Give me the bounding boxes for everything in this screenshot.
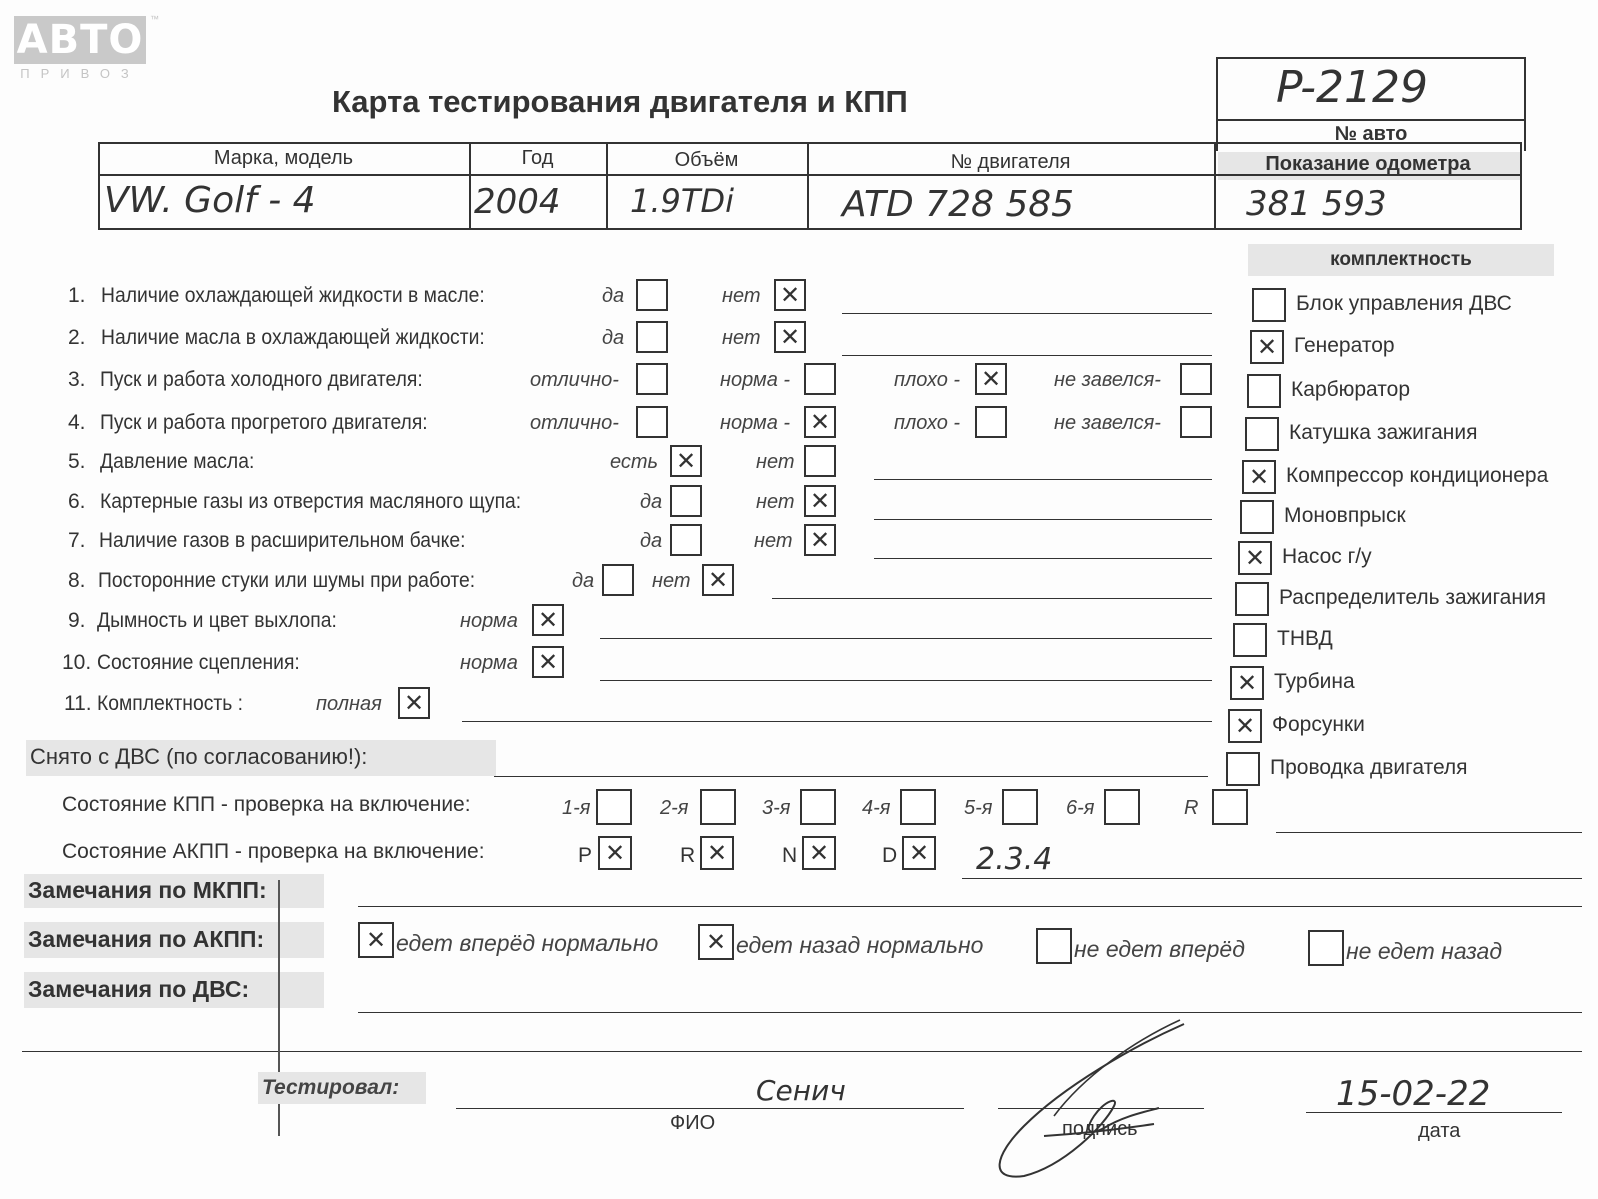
option-label: отлично- [530, 369, 619, 391]
answer-line [600, 680, 1212, 681]
checkmark-icon: ✕ [808, 839, 830, 867]
kpp-gear-checkbox[interactable] [800, 789, 836, 825]
option-label: да [602, 327, 625, 349]
car-number-label: № авто [1334, 123, 1408, 145]
akpp-gear-label: N [782, 844, 798, 867]
komplekt-item-label: Карбюратор [1291, 378, 1411, 401]
komplekt-checkbox[interactable] [1245, 417, 1279, 451]
option-label: плохо - [894, 369, 961, 391]
check-number: 2. [68, 326, 86, 349]
akpp-option-label: не едет назад [1346, 938, 1503, 964]
option-label: есть [610, 451, 659, 473]
answer-line [874, 479, 1212, 480]
sign-label: подпись [1062, 1118, 1138, 1140]
akpp-option-checkbox[interactable] [358, 922, 394, 958]
checkmark-icon: ✕ [1244, 544, 1266, 572]
kpp-label: Состояние КПП - проверка на включение: [62, 793, 471, 816]
option-label: полная [316, 693, 382, 715]
komplekt-item-label: Катушка зажигания [1289, 421, 1478, 444]
checkmark-icon: ✕ [537, 648, 559, 676]
answer-line [842, 313, 1212, 314]
check-3-otlichno-checkbox[interactable] [636, 363, 668, 395]
remarks-dvs-label: Замечания по ДВС: [28, 976, 250, 1002]
volume-value: 1.9TDi [630, 182, 734, 220]
odometer-header: Показание одометра [1265, 153, 1471, 175]
signature [984, 1016, 1204, 1186]
akpp-gear-checkbox[interactable] [802, 836, 836, 870]
option-label: отлично- [530, 412, 619, 434]
komplekt-item-label: Распределитель зажигания [1279, 586, 1547, 609]
option-label: не завелся- [1054, 369, 1161, 391]
check-4-norma_dash-checkbox[interactable] [804, 406, 836, 438]
car-number-value: P-2129 [1276, 62, 1428, 113]
komplekt-checkbox[interactable] [1240, 500, 1274, 534]
check-number: 8. [68, 569, 86, 592]
option-label: да [572, 570, 595, 592]
remarks-line-2 [22, 1051, 1582, 1052]
option-label: норма - [720, 369, 791, 391]
akpp-gear-label: P [578, 844, 593, 867]
check-3-norma_dash-checkbox[interactable] [804, 363, 836, 395]
check-1-net-checkbox[interactable] [774, 279, 806, 311]
komplekt-checkbox[interactable] [1247, 374, 1281, 408]
komplekt-checkbox[interactable] [1226, 752, 1260, 786]
akpp-option-label: едет вперёд нормально [396, 930, 659, 956]
check-text: Пуск и работа прогретого двигателя: [100, 411, 428, 434]
akpp-gear-label: R [680, 844, 696, 867]
checkmark-icon: ✕ [1248, 463, 1270, 491]
check-text: Комплектность : [97, 692, 244, 715]
option-label: плохо - [894, 412, 961, 434]
sign-line [998, 1108, 1204, 1109]
date-label: дата [1418, 1120, 1461, 1142]
kpp-gear-checkbox[interactable] [596, 789, 632, 825]
brand-header: Марка, модель [213, 147, 354, 169]
checkmark-icon: ✕ [1236, 669, 1258, 697]
logo: АВТО [14, 16, 146, 64]
check-10-norma-checkbox[interactable] [532, 646, 564, 678]
check-text: Дымность и цвет выхлопа: [97, 609, 337, 632]
kpp-gear-checkbox[interactable] [1002, 789, 1038, 825]
answer-line [874, 558, 1212, 559]
komplekt-checkbox[interactable] [1233, 623, 1267, 657]
kpp-gear-label: 4-я [862, 797, 891, 819]
check-3-ploho-checkbox[interactable] [975, 363, 1007, 395]
document-title: Карта тестирования двигателя и КПП [332, 84, 908, 119]
remarks-dvs-line [358, 1012, 1582, 1013]
check-text: Посторонние стуки или шумы при работе: [98, 569, 476, 592]
kpp-gear-checkbox[interactable] [700, 789, 736, 825]
kpp-gear-label: R [1184, 797, 1199, 819]
komplekt-item-label: Моновпрыск [1284, 504, 1406, 527]
year-value: 2004 [474, 182, 561, 222]
akpp-label: Состояние АКПП - проверка на включение: [62, 840, 485, 863]
check-8-da-checkbox[interactable] [602, 564, 634, 596]
engine-value: ATD 728 585 [842, 184, 1075, 225]
check-6-net-checkbox[interactable] [804, 485, 836, 517]
checkmark-icon: ✕ [403, 689, 425, 717]
answer-line [874, 519, 1212, 520]
checkmark-icon: ✕ [779, 281, 801, 309]
check-4-ne_zavelsya-checkbox[interactable] [1180, 406, 1212, 438]
akpp-gear-checkbox[interactable] [700, 836, 734, 870]
komplekt-item-label: Блок управления ДВС [1296, 292, 1512, 315]
check-5-est-checkbox[interactable] [670, 445, 702, 477]
checkmark-icon: ✕ [809, 408, 831, 436]
name-value: Сенич [756, 1074, 846, 1107]
check-text: Давление масла: [100, 450, 255, 473]
option-label: да [602, 285, 625, 307]
checkmark-icon: ✕ [908, 839, 930, 867]
checkmark-icon: ✕ [705, 928, 727, 956]
kpp-gear-checkbox[interactable] [900, 789, 936, 825]
check-number: 9. [68, 609, 86, 632]
checkmark-icon: ✕ [1234, 712, 1256, 740]
check-text: Состояние сцепления: [97, 651, 300, 674]
option-label: да [640, 530, 663, 552]
remarks-akpp-label: Замечания по АКПП: [28, 926, 265, 952]
komplekt-title: комплектность [1330, 249, 1472, 270]
check-4-ploho-checkbox[interactable] [975, 406, 1007, 438]
option-label: нет [756, 491, 795, 513]
checkmark-icon: ✕ [1256, 333, 1278, 361]
komplekt-item-label: Турбина [1274, 670, 1355, 693]
date-line [1306, 1112, 1562, 1113]
checkmark-icon: ✕ [675, 447, 697, 475]
check-7-da-checkbox[interactable] [670, 524, 702, 556]
odometer-value: 381 593 [1246, 184, 1387, 224]
komplekt-item-label: ТНВД [1277, 627, 1333, 650]
name-line [456, 1108, 964, 1109]
komplekt-checkbox[interactable] [1230, 666, 1264, 700]
komplekt-item-label: Генератор [1294, 334, 1395, 357]
check-number: 11. [64, 692, 92, 715]
check-8-net-checkbox[interactable] [702, 564, 734, 596]
option-label: нет [652, 570, 691, 592]
kpp-gear-checkbox[interactable] [1212, 789, 1248, 825]
komplekt-checkbox[interactable] [1228, 709, 1262, 743]
removed-label: Снято с ДВС (по согласованию!): [30, 744, 368, 769]
option-label: нет [756, 451, 795, 473]
komplekt-checkbox[interactable] [1252, 288, 1286, 322]
option-label: норма - [720, 412, 791, 434]
answer-line [462, 721, 1212, 722]
komplekt-item-label: Форсунки [1272, 713, 1365, 736]
kpp-line [1276, 832, 1582, 833]
komplekt-item-label: Насос г/у [1282, 545, 1372, 568]
check-11-polnaya-checkbox[interactable] [398, 687, 430, 719]
komplekt-checkbox[interactable] [1242, 460, 1276, 494]
answer-line [600, 638, 1212, 639]
check-number: 7. [68, 529, 86, 552]
volume-header: Объём [674, 149, 739, 171]
check-number: 3. [68, 368, 86, 391]
remarks-mkpp-line [358, 906, 1582, 907]
year-header: Год [521, 147, 554, 169]
checkmark-icon: ✕ [809, 526, 831, 554]
komplekt-checkbox[interactable] [1238, 541, 1272, 575]
check-7-net-checkbox[interactable] [804, 524, 836, 556]
akpp-option-label: не едет вперёд [1074, 936, 1245, 962]
akpp-line [962, 878, 1582, 879]
option-label: нет [754, 530, 793, 552]
check-3-ne_zavelsya-checkbox[interactable] [1180, 363, 1212, 395]
akpp-gear-checkbox[interactable] [598, 836, 632, 870]
akpp-gear-label: D [882, 844, 898, 867]
brand-value: VW. Golf - 4 [104, 180, 316, 221]
check-9-norma-checkbox[interactable] [532, 604, 564, 636]
checkmark-icon: ✕ [604, 839, 626, 867]
remarks-mkpp-label: Замечания по МКПП: [28, 877, 267, 903]
option-label: норма [460, 610, 518, 632]
komplekt-item-label: Проводка двигателя [1270, 756, 1468, 779]
akpp-note: 2.3.4 [976, 842, 1053, 877]
check-number: 6. [68, 490, 86, 513]
option-label: да [640, 491, 663, 513]
checkmark-icon: ✕ [707, 566, 729, 594]
trademark: ™ [150, 14, 159, 24]
akpp-option-label: едет назад нормально [736, 932, 984, 958]
komplekt-checkbox[interactable] [1235, 582, 1269, 616]
check-4-otlichno-checkbox[interactable] [636, 406, 668, 438]
checkmark-icon: ✕ [365, 926, 387, 954]
answer-line [842, 355, 1212, 356]
komplekt-checkbox[interactable] [1250, 330, 1284, 364]
akpp-option-checkbox[interactable] [698, 924, 734, 960]
kpp-gear-label: 3-я [762, 797, 791, 819]
kpp-gear-label: 6-я [1066, 797, 1095, 819]
check-1-da-checkbox[interactable] [636, 279, 668, 311]
checkmark-icon: ✕ [809, 487, 831, 515]
check-text: Картерные газы из отверстия масляного щупа: [100, 490, 522, 513]
logo-subtitle: ПРИВОЗ [20, 66, 140, 81]
option-label: нет [722, 327, 761, 349]
check-2-da-checkbox[interactable] [636, 321, 668, 353]
option-label: не завелся- [1054, 412, 1161, 434]
option-label: норма [460, 652, 518, 674]
option-label: нет [722, 285, 761, 307]
checkmark-icon: ✕ [537, 606, 559, 634]
checkmark-icon: ✕ [779, 323, 801, 351]
answer-line [772, 598, 1212, 599]
akpp-gear-checkbox[interactable] [902, 836, 936, 870]
check-text: Наличие охлаждающей жидкости в масле: [101, 284, 485, 307]
date-value: 15-02-22 [1336, 1074, 1491, 1114]
kpp-gear-label: 5-я [964, 797, 993, 819]
fio-label: ФИО [670, 1112, 716, 1134]
check-text: Наличие масла в охлаждающей жидкости: [101, 326, 485, 349]
akpp-option-checkbox[interactable] [1308, 930, 1344, 966]
check-text: Наличие газов в расширительном бачке: [99, 529, 466, 552]
akpp-option-checkbox[interactable] [1036, 928, 1072, 964]
komplekt-item-label: Компрессор кондиционера [1286, 464, 1549, 487]
check-6-da-checkbox[interactable] [670, 485, 702, 517]
tested-label: Тестировал: [262, 1076, 400, 1099]
removed-line [494, 776, 1208, 777]
engine-header: № двигателя [950, 151, 1071, 173]
check-number: 1. [68, 284, 86, 307]
checkmark-icon: ✕ [706, 839, 728, 867]
check-number: 4. [68, 411, 86, 434]
kpp-gear-label: 1-я [562, 797, 591, 819]
check-text: Пуск и работа холодного двигателя: [100, 368, 423, 391]
kpp-gear-label: 2-я [660, 797, 689, 819]
check-number: 10. [62, 651, 92, 674]
kpp-gear-checkbox[interactable] [1104, 789, 1140, 825]
check-5-net-checkbox[interactable] [804, 445, 836, 477]
check-number: 5. [68, 450, 86, 473]
check-2-net-checkbox[interactable] [774, 321, 806, 353]
checkmark-icon: ✕ [980, 365, 1002, 393]
